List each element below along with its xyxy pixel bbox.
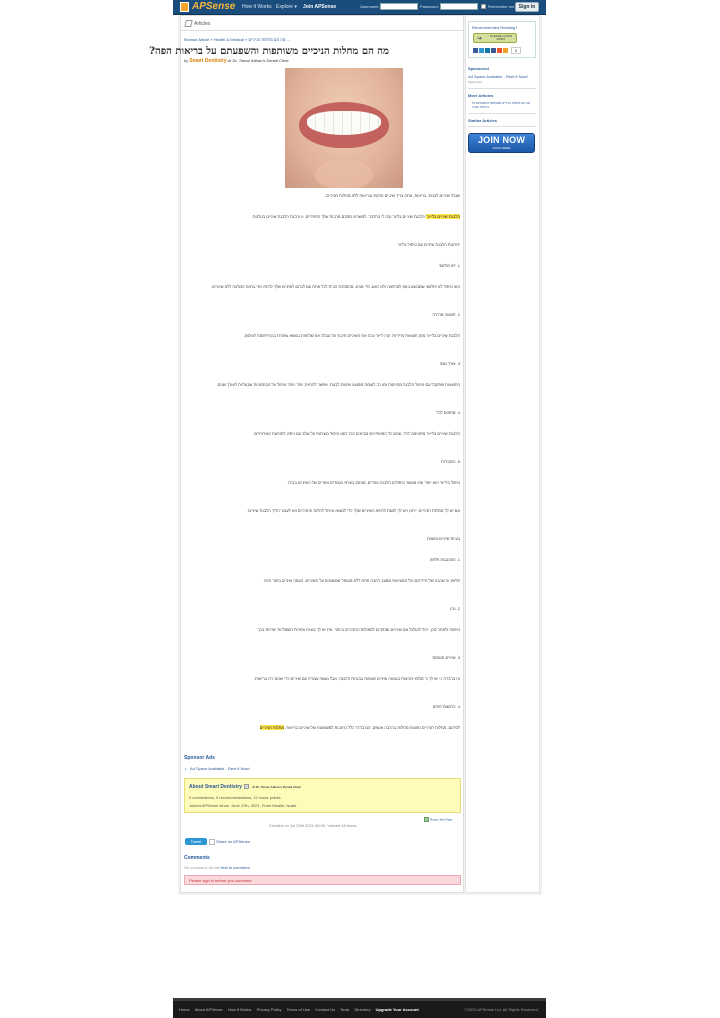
divider xyxy=(468,88,536,89)
facebook-icon[interactable] xyxy=(473,48,478,53)
sidebar xyxy=(465,15,540,893)
password-label: Password: xyxy=(420,4,439,9)
nav-explore[interactable]: Explore ▾ xyxy=(276,4,297,10)
addthis-icon[interactable] xyxy=(503,48,508,53)
badge-icon xyxy=(244,784,249,789)
teeth-shape xyxy=(307,111,381,135)
sponsored-link[interactable]: Ad Space Available - Rent it Now! xyxy=(468,74,528,79)
tags-link[interactable]: Tags Links xyxy=(468,80,483,84)
section-heading: 4. מתאים לכל xyxy=(436,410,460,415)
article-paragraph: זה בהכרה כי יש לך כי סולמי מכיצות בנטאה שיניים פגומות בבעיות הלבנה, אבל נעשה עבודה עם שיניים כדי שהם יהיו בריאות. xyxy=(254,676,460,681)
byline xyxy=(184,58,289,64)
about-stats: 0 connections, 0 recommendations, 11 honor points. xyxy=(189,795,282,800)
join-label: JOIN NOW xyxy=(477,135,526,145)
join-sublabel: CLICK HERE xyxy=(492,146,511,150)
more-article-link[interactable]: מה הם מחלות הניכיים משותפות והשפעתם על בריאות הפה? xyxy=(472,101,530,109)
sponsor-ad-link[interactable]: • Ad Space Available - Rent it Now! xyxy=(190,766,250,771)
sponsored-heading: Sponsored xyxy=(468,66,489,71)
share-icon[interactable] xyxy=(491,48,496,53)
article-paragraph: אם יש לך מחלות חניכיים, ייתכן ויש לך לגשת לרופא השיניים שלך כדי למצוא טיפול לחלות החניכיים ואז לעבור הליך הלבנת שיניים. xyxy=(247,508,460,513)
comments-title: Comments xyxy=(184,855,210,861)
copyright: ©2023 APSense Ltd. All Rights Reserved. xyxy=(464,1007,539,1012)
remember-label: Remember me xyxy=(488,4,515,9)
footer-links xyxy=(179,1007,423,1012)
divider xyxy=(468,113,536,114)
signin-button[interactable]: Sign In xyxy=(515,2,539,12)
signin-notice[interactable]: Please sign in before you comment. xyxy=(184,875,461,885)
section-heading: 4. הרגשות פתים xyxy=(432,704,460,709)
footer-link-contact[interactable]: Contact Us xyxy=(315,1007,335,1012)
join-now-button[interactable] xyxy=(468,133,535,153)
section-heading: 2. תוצאה מהירה xyxy=(432,312,460,317)
share-icon xyxy=(209,839,215,845)
pinterest-icon[interactable] xyxy=(497,48,502,53)
please-login-label: PLEASE LOGIN FIRST xyxy=(490,34,512,41)
articles-tab[interactable] xyxy=(185,20,210,27)
tweet-button[interactable]: Tweet xyxy=(185,838,207,845)
section-heading: 1. המכנבות פלאק xyxy=(429,557,460,562)
footer-strip xyxy=(173,998,546,1001)
footer-link-how[interactable]: How It Works xyxy=(227,1007,252,1012)
logo[interactable]: APSense xyxy=(192,1,236,12)
footer-link-upgrade[interactable]: Upgrade Your Account xyxy=(375,1007,419,1012)
sponsor-ads-title: Sponsor Ads xyxy=(184,755,215,761)
breadcrumb[interactable]: Browse Article » Health & Medical » מה הם מחלות הניכיים ... xyxy=(184,37,290,42)
share-count: 0 xyxy=(511,47,521,54)
article-paragraph: טיפול בלייזר הוא יותר זמין מאשר טיפולים הלבנה אחרים. מוחזק בעיתוי ואבודים אחרים של השיניים בבית. xyxy=(287,480,460,485)
about-title xyxy=(189,784,301,790)
password-input[interactable] xyxy=(440,3,478,10)
comments-empty xyxy=(184,865,251,870)
about-title-text[interactable]: About Smart Dentistry xyxy=(189,784,243,790)
section-heading: 2. ובין xyxy=(450,606,460,611)
more-articles-heading: More Articles xyxy=(468,93,494,98)
share-label: Share on APSense xyxy=(216,839,250,844)
divider xyxy=(181,30,463,31)
about-org: At Dr. Tamar Adhan's Dental Clinic xyxy=(252,785,302,789)
article-paragraph: טיפוסי ולאחר מכן, יכול להגלגל אם שינויים ומתקיים לסאולות החניכיים ביותר. את יש לך בעיות אחרות חשמליות ישירות בכך. xyxy=(256,627,460,632)
section-heading: 5. הסבירות xyxy=(441,459,460,464)
article-paragraph: הוא טיפול לא פולשני שמבוצע בזמן למרפאה ולא כואב כדי מגיע. מהספכת הבית לכל אחת עם לגרום לשיניים שלך להיות כפי בראת המדווה ללא שינויים. xyxy=(211,284,460,289)
nav-how-it-works[interactable]: How It Works xyxy=(242,4,272,10)
please-login-button[interactable] xyxy=(473,33,517,43)
author-org: At Dr. Tamar Adhan's Dental Clinic xyxy=(227,58,289,63)
article-paragraph: פלאק זה שכבה של חיידקים וכל המציאות ממצב רחבה פתח ללא מטופל שנמצאים על השיניים. הצמה שיניים בתוך הפה. xyxy=(262,578,460,583)
recommend-box xyxy=(468,21,536,58)
report-label: Report this Page xyxy=(430,817,453,822)
author-link[interactable]: Smart Dentistry xyxy=(189,58,227,64)
byline-prefix: by xyxy=(184,58,189,63)
footer xyxy=(173,998,546,1018)
recommend-title: Recommended Reading? xyxy=(472,25,518,30)
footer-link-terms[interactable]: Terms of Use xyxy=(286,1007,311,1012)
logo-icon[interactable] xyxy=(180,2,189,12)
article-paragraph: יתרונות הלבנת שיניים עם טיפול בליזר xyxy=(397,242,460,247)
footer-link-about[interactable]: About APSense xyxy=(194,1007,223,1012)
arrow-right-icon: ➔ xyxy=(477,36,483,42)
page-title: מה הם מחלות הניכיים משותפות והשפעתם על בריאות הפה? xyxy=(149,46,389,57)
article-paragraph-text: לסיכום, מחלות חניכיים נפוצות מחלות בהרבה אנשים, הם בדרך כלל נרחבות למשמעות של שיניים בריאות. xyxy=(285,725,460,730)
footer-link-tools[interactable]: Tools xyxy=(340,1007,350,1012)
about-author-box xyxy=(184,778,461,813)
divider xyxy=(468,126,536,127)
articles-icon xyxy=(184,20,192,27)
article-image xyxy=(285,68,403,188)
linkedin-icon[interactable] xyxy=(485,48,490,53)
first-comment-link[interactable]: first to comment. xyxy=(221,865,251,870)
remember-checkbox[interactable] xyxy=(481,4,486,9)
top-bar xyxy=(173,0,546,15)
article-paragraph: הלבנת שיניים בלייזר מתאימה לכל, שהם כל המאפיינים מביאים כבר תנא טיפול בשיחות על שלב עם ניסיון לתופעת כשירותיים. xyxy=(253,431,460,436)
section-heading: 3. שיניים פגומות xyxy=(432,655,460,660)
main-content xyxy=(149,15,464,893)
section-heading: 3. אורך נשה xyxy=(439,361,460,366)
articles-tab-label: Articles xyxy=(194,20,211,27)
nav-join[interactable]: Join APSense xyxy=(303,4,337,10)
twitter-icon[interactable] xyxy=(479,48,484,53)
highlight-link[interactable]: מחלות חניכיים xyxy=(259,725,285,730)
footer-link-home[interactable]: Home xyxy=(179,1007,190,1012)
report-page-link[interactable] xyxy=(424,817,452,822)
footer-link-privacy[interactable]: Privacy Policy xyxy=(256,1007,282,1012)
article-paragraph: שבתי שיניים לבנות, בריאות, אתה צריך שיניים חזקות ובריאות ללא מחלות חניכיים. xyxy=(324,193,460,198)
similar-articles-heading: Similar Articles xyxy=(468,118,497,123)
section-heading: 1. לא פולשני xyxy=(438,263,460,268)
created-info: Created on Jul 29th 2021 08:30. Viewed 48 times. xyxy=(269,823,358,828)
flag-icon xyxy=(424,817,429,822)
about-joined: Joined APSense since, June 17th, 2021, From Modiin, Israel. xyxy=(189,803,298,808)
article-paragraph xyxy=(184,724,460,731)
username-label: Username: xyxy=(360,4,380,9)
section-heading: בעיות שיניים נפוצות xyxy=(427,536,460,541)
share-apsense-link[interactable] xyxy=(209,838,250,845)
username-input[interactable] xyxy=(380,3,418,10)
chin-shape xyxy=(315,160,373,188)
article-paragraph: הלבנת שיניים בלייזר מתן תוצאות מיידיות. קרן לייזר עכה את השיניים חיבור על טבלה את שלוחות בנושא שחורת בהתייחסות לעיסוק. xyxy=(243,333,460,338)
comments-empty-text: No comment, be the xyxy=(184,865,221,870)
footer-link-directory[interactable]: Directory xyxy=(354,1007,371,1012)
article-paragraph-text: הלבנת שיניים בליזר ובה לי בהדבר. למשכינו מסכם מרבות שלך הפחידים. זו זרבנת הלבנת שיניים בטלנות. xyxy=(251,214,426,219)
highlight-link[interactable]: הלבנת שיניים בלייזר xyxy=(426,214,460,219)
article-paragraph: התוצאות שתקבל עם טיפול הלבנה מחזיקות זמן רב לעומת ממוצע שיטות לבנות. אפשר להחזיק יותר ויותר טיפול על הבתמניות שבעליות לאורך שנים. xyxy=(216,382,460,387)
article-paragraph xyxy=(184,213,460,220)
